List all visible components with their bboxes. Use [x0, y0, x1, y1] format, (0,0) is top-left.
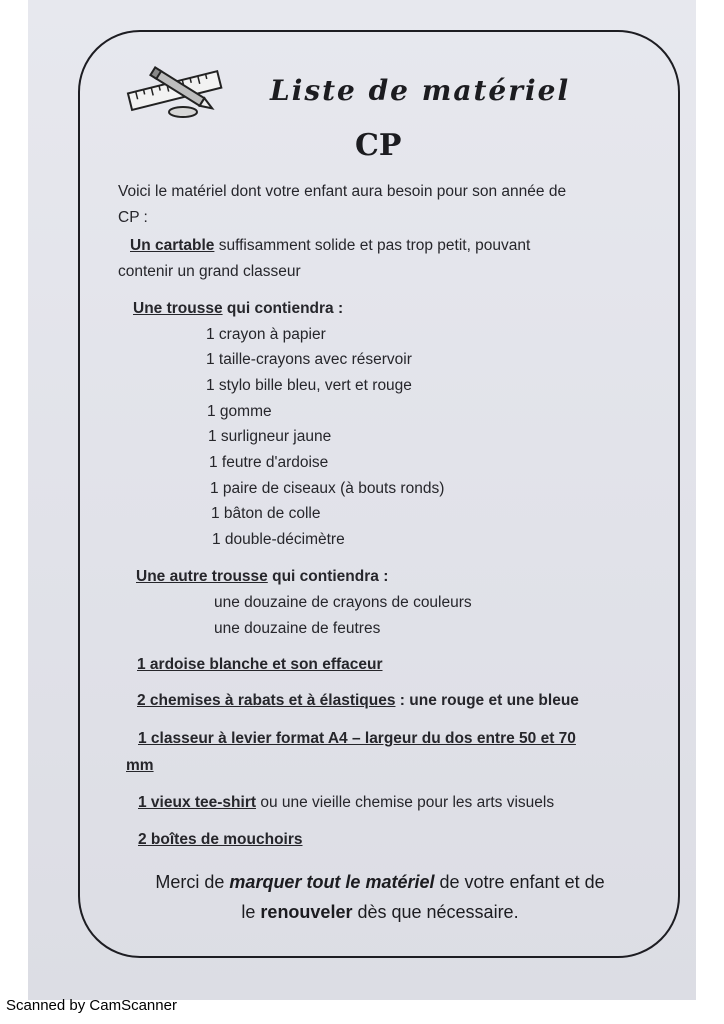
item-label: Une autre trousse [136, 568, 268, 585]
ruler-pencil-icon [125, 62, 225, 120]
sub-item: 1 surligneur jaune [208, 428, 332, 445]
scanner-watermark: Scanned by CamScanner [6, 997, 177, 1014]
list-item-ardoise [132, 656, 383, 674]
item-text: : une rouge et une bleue [395, 692, 579, 709]
list-item-chemises [132, 692, 579, 710]
item-text: qui contiendra : [267, 568, 389, 585]
intro-line-1: Voici le matériel dont votre enfant aura besoin pour son année de [118, 183, 567, 200]
sub-item: une douzaine de feutres [214, 620, 381, 637]
item-text: ou une vieille chemise pour les arts visuels [256, 794, 555, 811]
item-continuation: contenir un grand classeur [118, 263, 301, 280]
item-label: 1 vieux tee-shirt [138, 794, 257, 811]
sub-item: 1 taille-crayons avec réservoir [206, 351, 412, 368]
item-label: 2 chemises à rabats et à élastiques [137, 692, 396, 709]
sub-item: 1 paire de ciseaux (à bouts ronds) [210, 480, 445, 497]
item-label: 1 ardoise blanche et son effaceur [137, 656, 383, 673]
sub-item: 1 crayon à papier [206, 326, 326, 343]
intro-line-2: CP : [118, 209, 148, 226]
document-title: Liste de matériel [270, 74, 571, 107]
sub-item: 1 gomme [207, 403, 272, 420]
footer-emphasis: marquer tout le matériel [229, 872, 435, 892]
item-label: Une trousse [133, 300, 223, 317]
sub-item: 1 stylo bille bleu, vert et rouge [206, 377, 412, 394]
list-item-trousse [128, 300, 343, 318]
document-subtitle: CP [355, 128, 402, 163]
list-item-classeur [133, 730, 576, 748]
sub-item: 1 bâton de colle [211, 505, 321, 522]
list-item-mouchoirs [133, 831, 303, 849]
list-item-autre-trousse [131, 568, 388, 586]
item-label: Un cartable [130, 237, 215, 254]
list-item-tee-shirt [133, 794, 554, 812]
footer-line-1: Merci de marquer tout le matériel de votre enfant et de [155, 872, 605, 892]
item-text: suffisamment solide et pas trop petit, pouvant [214, 237, 531, 254]
sub-item: 1 feutre d'ardoise [209, 454, 329, 471]
item-text: qui contiendra : [222, 300, 344, 317]
item-continuation: mm [126, 757, 154, 774]
footer-bold: renouveler [260, 902, 353, 922]
item-label: 2 boîtes de mouchoirs [138, 831, 303, 848]
footer-line-2: le renouveler dès que nécessaire. [241, 902, 519, 922]
sub-item: une douzaine de crayons de couleurs [214, 594, 472, 611]
list-item-cartable [125, 237, 530, 255]
sub-item: 1 double-décimètre [212, 531, 345, 548]
item-label: 1 classeur à levier format A4 – largeur du dos entre 50 et 70 [138, 730, 576, 747]
